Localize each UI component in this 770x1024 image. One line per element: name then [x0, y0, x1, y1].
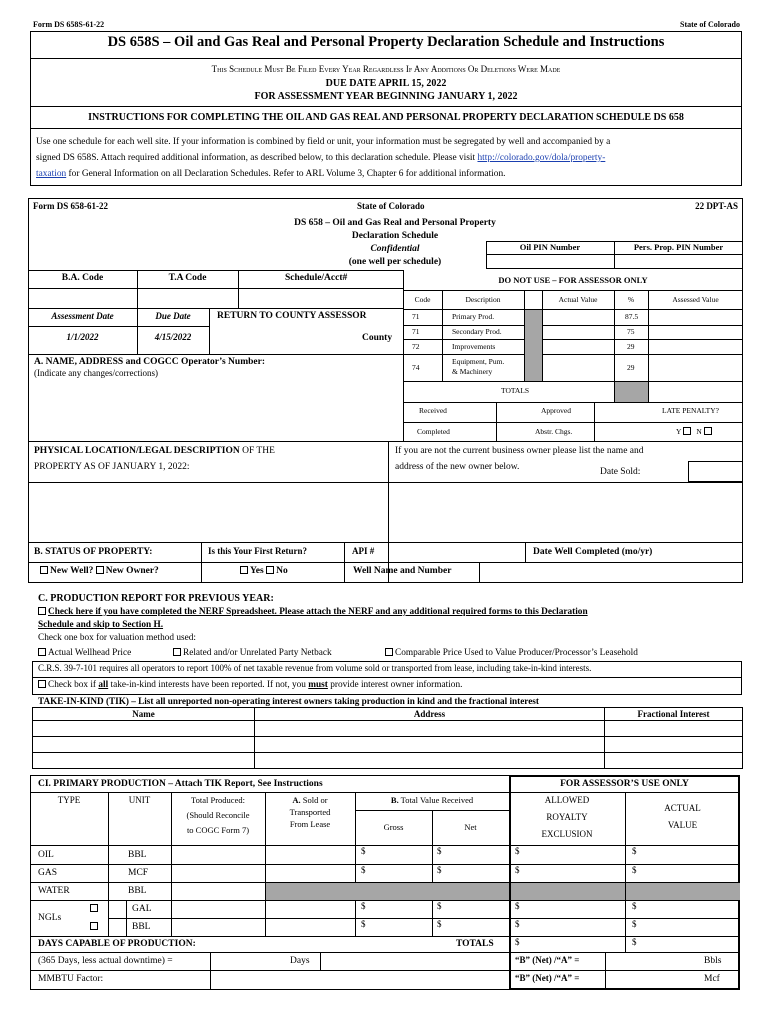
- unit-mcf-ratio: Mcf: [704, 974, 720, 984]
- c1-actual: ACTUAL: [664, 803, 701, 813]
- unit-bbls: Bbls: [704, 956, 722, 966]
- date-sold-input[interactable]: [688, 461, 743, 482]
- c1-cogc: to COGC Form 7): [186, 825, 250, 835]
- form-id: Form DS 658-61-22: [33, 201, 108, 211]
- section-c-title: C. PRODUCTION REPORT FOR PREVIOUS YEAR:: [38, 593, 274, 604]
- dollar: $: [437, 846, 442, 856]
- method-comparable[interactable]: Comparable Price Used to Value Producer/Processor’s Leasehold: [385, 648, 638, 658]
- date-completed-label: Date Well Completed (mo/yr): [533, 547, 653, 557]
- new-owner-text-2: address of the new owner below.: [395, 462, 520, 472]
- col-description: Description: [465, 295, 501, 304]
- physical-location-input[interactable]: [30, 484, 385, 540]
- status-label: B. STATUS OF PROPERTY:: [34, 547, 153, 557]
- physical-location-sub: PROPERTY AS OF JANUARY 1, 2022:: [34, 462, 190, 472]
- c1-total-value: B. Total Value Received: [390, 795, 474, 805]
- days-capable-label: DAYS CAPABLE OF PRODUCTION:: [38, 939, 196, 949]
- state-label: State of Colorado: [680, 20, 740, 29]
- col-code: Code: [414, 295, 431, 304]
- dollar: $: [632, 865, 637, 875]
- desc-equipment: Equipment, Pum.: [452, 357, 505, 366]
- days-unit: Days: [290, 956, 310, 966]
- dollar: $: [361, 846, 366, 856]
- c1-type: TYPE: [57, 795, 81, 805]
- instructions-text-2: signed DS 658S. Attach required additional information, as described below, to this declaration schedule. Please visit http://colorado.gov/dola/property-: [36, 153, 606, 163]
- property-tax-link[interactable]: http://colorado.gov/dola/property-: [477, 153, 606, 163]
- row-ngls: NGLs: [38, 913, 62, 923]
- code-71a: 71: [412, 312, 420, 321]
- name-address-input[interactable]: [30, 381, 400, 439]
- c1-value: VALUE: [667, 820, 698, 830]
- days-sub-label: (365 Days, less actual downtime) =: [38, 956, 173, 966]
- dollar: $: [361, 901, 366, 911]
- col-percent: %: [627, 295, 635, 304]
- ba-code-label: B.A. Code: [61, 273, 104, 283]
- nerf-skip: Schedule and skip to Section H.: [38, 620, 164, 630]
- assessment-date-label: Assessment Date: [51, 311, 114, 321]
- assessor-only-header: DO NOT USE – FOR ASSESSOR ONLY: [498, 275, 648, 285]
- ba-code-input[interactable]: [29, 289, 136, 307]
- form-title: DS 658 – Oil and Gas Real and Personal Property: [294, 218, 496, 228]
- due-date-label: Due Date: [155, 311, 191, 321]
- unit-bbl-ngl: BBL: [132, 922, 151, 932]
- tik-col-name: Name: [33, 708, 255, 721]
- new-well-checkbox[interactable]: New Well? New Owner?: [40, 566, 159, 576]
- c1-sold: A. Sold or: [292, 795, 328, 805]
- code-71b: 71: [412, 327, 420, 336]
- late-penalty-label: LATE PENALTY?: [662, 406, 720, 415]
- pp-pin-label: Pers. Prop. PIN Number: [633, 242, 724, 252]
- totals-label: TOTALS: [501, 386, 530, 395]
- abstr-label: Abstr. Chgs.: [535, 427, 573, 436]
- desc-machinery: & Machinery: [452, 367, 493, 376]
- form-dpt: 22 DPT-AS: [695, 201, 738, 211]
- due-date-value: 4/15/2022: [154, 332, 192, 342]
- form-number: Form DS 658S-61-22: [33, 20, 105, 29]
- c1-reconcile: (Should Reconcile: [186, 810, 250, 820]
- tik-row[interactable]: [33, 753, 743, 769]
- unit-bbl-oil: BBL: [128, 850, 147, 860]
- dollar: $: [515, 865, 520, 875]
- form-state: State of Colorado: [357, 201, 425, 211]
- filing-notice: This Schedule Must Be Filed Every Year Regardless If Any Additions Or Deletions Were Made: [211, 64, 561, 74]
- tik-checkbox[interactable]: Check box if all take-in-kind interests have been reported. If not, you must provide interest owner information.: [38, 680, 462, 690]
- property-tax-link-cont[interactable]: taxation: [36, 169, 67, 179]
- ratio-mcf-label: “B” (Net) /“A” =: [515, 973, 580, 983]
- tik-row[interactable]: [33, 721, 743, 737]
- dollar: $: [361, 919, 366, 929]
- nerf-checkbox[interactable]: Check here if you have completed the NERF Spreadsheet. Please attach the NERF and any additional required forms to this Declaration: [38, 607, 588, 617]
- late-penalty-yn[interactable]: Y N: [676, 427, 714, 436]
- totals-row-label: TOTALS: [456, 939, 494, 949]
- date-sold-label: Date Sold:: [600, 467, 641, 477]
- ngl-gal-checkbox[interactable]: [90, 904, 100, 914]
- instructions-heading: INSTRUCTIONS FOR COMPLETING THE OIL AND GAS REAL AND PERSONAL PROPERTY DECLARATION SCHEDULE DS 658: [88, 112, 684, 123]
- row-oil: OIL: [38, 850, 54, 860]
- first-return-label: Is this Your First Return?: [208, 546, 308, 556]
- pct-secondary: 75: [627, 327, 635, 336]
- schedule-acct-label: Schedule/Acct#: [285, 273, 348, 283]
- dollar: $: [437, 901, 442, 911]
- dollar: $: [437, 919, 442, 929]
- pct-improvements: 29: [627, 342, 635, 351]
- dollar: $: [437, 865, 442, 875]
- completed-label: Completed: [417, 427, 450, 436]
- pct-primary: 87.5: [625, 312, 639, 321]
- tik-col-address: Address: [255, 708, 605, 721]
- api-input[interactable]: [389, 543, 525, 561]
- c1-total-produced: Total Produced:: [191, 795, 245, 805]
- row-water: WATER: [38, 886, 70, 896]
- dollar: $: [361, 865, 366, 875]
- tik-col-fractional: Fractional Interest: [605, 708, 743, 721]
- valuation-method-label: Check one box for valuation method used:: [38, 633, 197, 643]
- unit-bbl-water: BBL: [128, 886, 147, 896]
- assessment-year: FOR ASSESSMENT YEAR BEGINNING JANUARY 1, 2022: [254, 91, 518, 102]
- instructions-text-1: Use one schedule for each well site. If your information is combined by field or unit, your information must be segregated by well and accompanied by a: [36, 137, 611, 147]
- c1-from-lease: From Lease: [289, 819, 331, 829]
- received-label: Received: [419, 406, 447, 415]
- ta-code-input[interactable]: [138, 289, 237, 307]
- pp-pin-input[interactable]: [615, 255, 742, 268]
- schedule-acct-input[interactable]: [239, 289, 402, 307]
- desc-improvements: Improvements: [452, 342, 496, 351]
- due-date: DUE DATE APRIL 15, 2022: [325, 78, 447, 89]
- code-72: 72: [412, 342, 420, 351]
- c1-royalty: ROYALTY: [546, 812, 588, 822]
- dollar: $: [632, 937, 637, 947]
- new-owner-input[interactable]: [390, 484, 740, 540]
- pct-equipment: 29: [627, 363, 635, 372]
- new-owner-text-1: If you are not the current business owner please list the name and: [395, 446, 644, 456]
- api-label: API #: [352, 546, 375, 556]
- county-label: County: [362, 333, 393, 343]
- crs-text: C.R.S. 39-7-101 requires all operators to report 100% of net taxable revenue from volume sold or transported from lease, including take-in-kind interests.: [38, 663, 592, 673]
- unit-mcf: MCF: [128, 868, 149, 878]
- mmbtu-input[interactable]: [211, 971, 507, 989]
- desc-secondary: Secondary Prod.: [452, 327, 502, 336]
- c1-gross: Gross: [383, 822, 404, 832]
- instructions-text-3: taxation for General Information on all Declaration Schedules. Refer to ARL Volume 3, Chapter 6 for additional information.: [36, 169, 506, 179]
- ratio-bbls-label: “B” (Net) /“A” =: [515, 955, 580, 965]
- first-return-checkbox[interactable]: Yes No: [240, 566, 288, 576]
- dollar: $: [632, 901, 637, 911]
- col-assessed-value: Assessed Value: [672, 295, 719, 304]
- method-netback[interactable]: Related and/or Unrelated Party Netback: [173, 648, 332, 658]
- oil-pin-label: Oil PIN Number: [519, 242, 581, 252]
- mmbtu-label: MMBTU Factor:: [38, 974, 104, 984]
- form-subtitle: Declaration Schedule: [351, 231, 439, 241]
- dollar: $: [515, 901, 520, 911]
- dollar: $: [515, 919, 520, 929]
- code-74: 74: [412, 363, 420, 372]
- tik-heading: TAKE-IN-KIND (TIK) – List all unreported non-operating interest owners taking production in kind and the fractional interest: [38, 696, 539, 706]
- physical-location-label: PHYSICAL LOCATION/LEGAL DESCRIPTION OF THE: [34, 446, 275, 456]
- approved-label: Approved: [541, 406, 571, 415]
- well-name-label: Well Name and Number: [353, 566, 452, 576]
- assessment-date: 1/1/2022: [66, 332, 99, 342]
- c1-net: Net: [464, 822, 477, 832]
- unit-gal: GAL: [132, 904, 152, 914]
- c1-exclusion: EXCLUSION: [541, 829, 593, 839]
- return-to-assessor: RETURN TO COUNTY ASSESSOR: [217, 311, 367, 321]
- method-wellhead[interactable]: Actual Wellhead Price: [38, 648, 131, 658]
- ngl-bbl-checkbox[interactable]: [90, 922, 100, 932]
- dollar: $: [632, 846, 637, 856]
- c1-transported: Transported: [289, 807, 331, 817]
- ta-code-label: T.A Code: [168, 273, 207, 283]
- desc-primary: Primary Prod.: [452, 312, 495, 321]
- c1-allowed: ALLOWED: [544, 795, 590, 805]
- confidential-label: Confidential: [370, 244, 420, 254]
- dollar: $: [515, 846, 520, 856]
- oil-pin-input[interactable]: [487, 255, 613, 268]
- row-gas: GAS: [38, 868, 58, 878]
- dollar: $: [632, 919, 637, 929]
- one-well-label: (one well per schedule): [348, 257, 442, 267]
- name-address-label: A. NAME, ADDRESS and COGCC Operator’s Number:: [34, 357, 265, 367]
- name-address-sub: (Indicate any changes/corrections): [34, 368, 158, 378]
- dollar: $: [515, 937, 520, 947]
- tik-row[interactable]: [33, 737, 743, 753]
- well-name-input[interactable]: [480, 563, 742, 582]
- assessor-use-only: FOR ASSESSOR’S USE ONLY: [560, 779, 689, 789]
- c1-title: CI. PRIMARY PRODUCTION – Attach TIK Report, See Instructions: [38, 779, 323, 789]
- tik-table: [32, 707, 743, 769]
- col-actual-value: Actual Value: [558, 295, 598, 304]
- page-title: DS 658S – Oil and Gas Real and Personal Property Declaration Schedule and Instructions: [107, 34, 665, 50]
- c1-unit: UNIT: [128, 795, 151, 805]
